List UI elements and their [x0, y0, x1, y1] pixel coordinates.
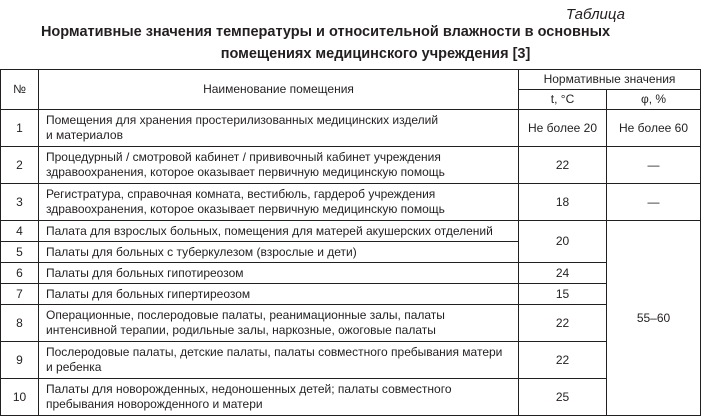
- table-row: [1, 110, 701, 147]
- temperature-value: 15: [519, 284, 607, 305]
- room-name: [39, 147, 519, 184]
- temperature-value: 20: [519, 221, 607, 263]
- humidity-value-merged: 55–60: [607, 221, 701, 416]
- header-room-name: Наименование помещения: [39, 70, 519, 110]
- row-number: 2: [1, 147, 39, 184]
- room-name: Палаты для больных гипотиреозом: [39, 263, 519, 284]
- table-row: [1, 379, 701, 416]
- humidity-value: Не более 60: [607, 110, 701, 147]
- document-title: [0, 21, 701, 65]
- table-row: [1, 184, 701, 221]
- row-number: 1: [1, 110, 39, 147]
- header-temperature: t, °С: [519, 90, 607, 110]
- temperature-value: 22: [519, 342, 607, 379]
- humidity-value: —: [607, 184, 701, 221]
- row-number: 10: [1, 379, 39, 416]
- room-name-line: пребывания новорожденного и матери: [46, 397, 263, 411]
- table-row: [1, 284, 701, 305]
- table-row: [1, 221, 701, 242]
- room-name-line: Операционные, послеродовые палаты, реанимационные залы, палаты: [46, 308, 445, 322]
- header-humidity: φ, %: [607, 90, 701, 110]
- room-name-line: здравоохранения, которое оказывает первичную медицинскую помощь: [46, 202, 445, 216]
- table-row: [1, 342, 701, 379]
- title-line-1: Нормативные значения температуры и относительной влажности в основных: [40, 24, 611, 40]
- room-name: [39, 342, 519, 379]
- row-number: 5: [1, 242, 39, 263]
- temperature-value: 25: [519, 379, 607, 416]
- humidity-value: —: [607, 147, 701, 184]
- room-name-line: и ребенка: [46, 360, 102, 374]
- temperature-value: 22: [519, 305, 607, 342]
- room-name-line: Регистратура, справочная комната, вестибюль, гардероб учреждения: [46, 187, 436, 201]
- temperature-value: 22: [519, 147, 607, 184]
- table-label: Таблица: [565, 6, 625, 23]
- room-name-line: здравоохранения, которое оказывает первичную медицинскую помощь: [46, 165, 445, 179]
- row-number: 6: [1, 263, 39, 284]
- row-number: 9: [1, 342, 39, 379]
- room-name: [39, 110, 519, 147]
- room-name: [39, 184, 519, 221]
- row-number: 4: [1, 221, 39, 242]
- norms-table: [0, 69, 701, 416]
- room-name-line: Помещения для хранения простерилизованных медицинских изделий: [46, 113, 439, 127]
- room-name: Палаты для больных гипертиреозом: [39, 284, 519, 305]
- table-row: [1, 263, 701, 284]
- room-name-line: интенсивной терапии, родильные залы, наркозные, ожоговые палаты: [46, 323, 436, 337]
- temperature-value: 24: [519, 263, 607, 284]
- room-name-line: и материалов: [46, 128, 123, 142]
- row-number: 3: [1, 184, 39, 221]
- header-number: №: [1, 70, 39, 110]
- row-number: 8: [1, 305, 39, 342]
- room-name: Палаты для больных с туберкулезом (взрослые и дети): [39, 242, 519, 263]
- table-row: [1, 305, 701, 342]
- temperature-value: Не более 20: [519, 110, 607, 147]
- header-normative-values: Нормативные значения: [519, 70, 701, 90]
- temperature-value: 18: [519, 184, 607, 221]
- row-number: 7: [1, 284, 39, 305]
- room-name-line: Палаты для новорожденных, недоношенных детей; палаты совместного: [46, 382, 452, 396]
- room-name-line: Послеродовые палаты, детские палаты, палаты совместного пребывания матери: [46, 345, 503, 359]
- room-name-line: Процедурный / смотровой кабинет / прививочный кабинет учреждения: [46, 150, 441, 164]
- table-row: [1, 147, 701, 184]
- room-name: [39, 379, 519, 416]
- room-name: Палата для взрослых больных, помещения для матерей акушерских отделений: [39, 221, 519, 242]
- title-line-2: помещениях медицинского учреждения [3]: [220, 46, 531, 62]
- room-name: [39, 305, 519, 342]
